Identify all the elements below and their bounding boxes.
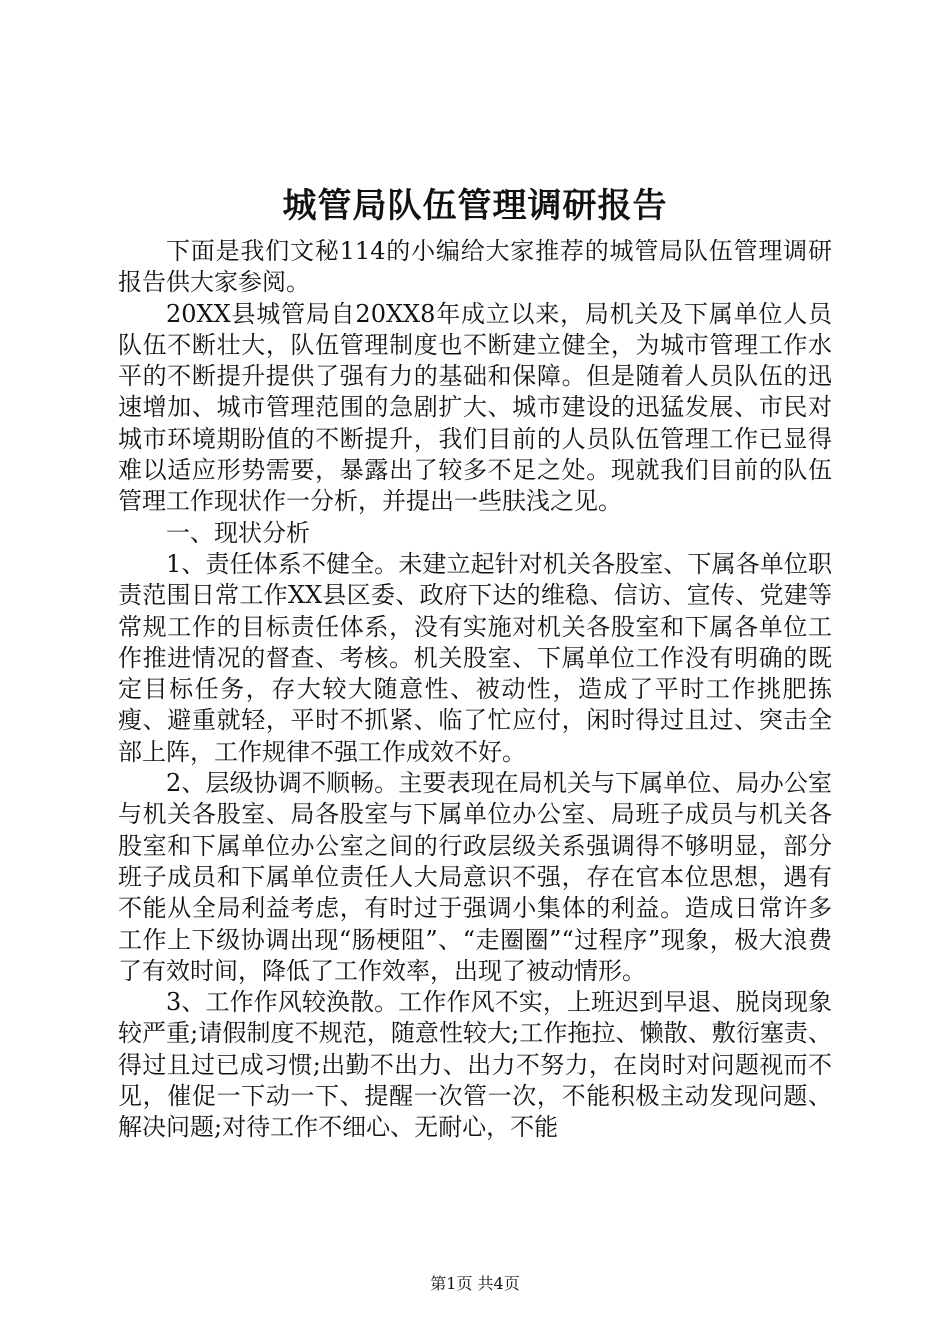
page-title: 城管局队伍管理调研报告 xyxy=(282,186,668,226)
background-paragraph: 20XX县城管局自20XX8年成立以来，局机关及下属单位人员队伍不断壮大，队伍管理制度也不断建立健全，为城市管理工作水平的不断提升提供了强有力的基础和保障。但是随着人员队伍的迅速增加、城市管理范围的急剧扩大、城市建设的迅猛发展、市民对城市环境期盼值的不断提升，我们目前的人员队伍管理工作已显得难以适应形势需要，暴露出了较多不足之处。现就我们目前的队伍管理工作现状作一分析，并提出一些肤浅之见。 xyxy=(118,299,832,516)
point-1-paragraph: 1、责任体系不健全。未建立起针对机关各股室、下属各单位职责范围日常工作XX县区委、政府下达的维稳、信访、宣传、党建等常规工作的目标责任体系，没有实施对机关各股室和下属各单位工作推进情况的督查、考核。机关股室、下属单位工作没有明确的既定目标任务，存大较大随意性、被动性，造成了平时工作挑肥拣瘦、避重就轻，平时不抓紧、临了忙应付，闲时得过且过、突击全部上阵，工作规律不强工作成效不好。 xyxy=(118,549,832,766)
intro-paragraph: 下面是我们文秘114的小编给大家推荐的城管局队伍管理调研报告供大家参阅。 xyxy=(118,237,832,297)
point-3-paragraph: 3、工作作风较涣散。工作作风不实，上班迟到早退、脱岗现象较严重;请假制度不规范，随意性较大;工作拖拉、懒散、敷衍塞责、得过且过已成习惯;出勤不出力、出力不努力，在岗时对问题视而不见，催促一下动一下、提醒一次管一次，不能积极主动发现问题、解决问题;对待工作不细心、无耐心，不能 xyxy=(118,988,832,1142)
section-heading: 一、现状分析 xyxy=(166,518,310,547)
page-footer: 第1页 共4页 xyxy=(430,1274,520,1293)
document-body xyxy=(118,236,832,1144)
point-2-paragraph: 2、层级协调不顺畅。主要表现在局机关与下属单位、局办公室与机关各股室、局各股室与下属单位办公室、局班子成员与机关各股室和下属单位办公室之间的行政层级关系强调得不够明显，部分班子成员和下属单位责任人大局意识不强，存在官本位思想，遇有不能从全局利益考虑，有时过于强调小集体的利益。造成日常许多工作上下级协调出现“肠梗阻”、“走圈圈”“过程序”现象，极大浪费了有效时间，降低了工作效率，出现了被动情形。 xyxy=(118,769,832,985)
